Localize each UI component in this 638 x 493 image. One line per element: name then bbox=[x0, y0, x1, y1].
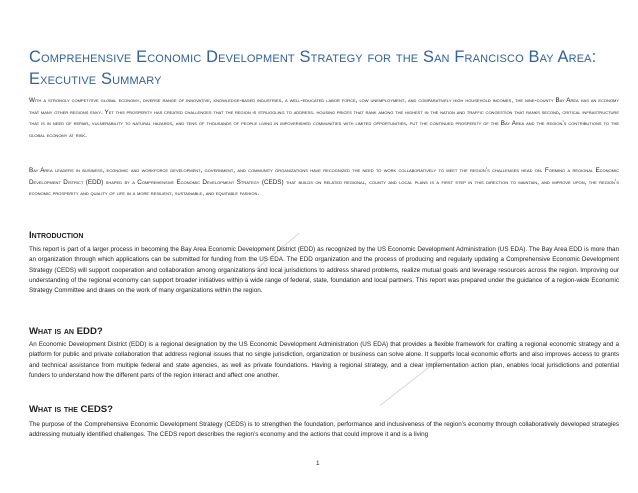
section-heading-introduction: Introduction bbox=[29, 230, 84, 241]
summary-paragraph: With a strongly competitive global economy, diverse range of innovative, knowledge-based industries, a well-educated labor force, low unemployment, and comparatively high household incomes, the nine-county Bay Area has an economy that many other regions envy. Yet this prosperity has created challenges that the region is struggling to address. housing prices that rank among the highest in the nation and traffic congestion that ranks second, critical infrastructure that is in need of repair, vulnerability to natural hazards, and tens of thousands of people living in impoverished communities with limited opportunities, put the continued prosperity of the Bay Area and the region’s contributions to the global economy at risk. bbox=[29, 97, 619, 139]
page-number: 1 bbox=[316, 460, 320, 467]
introduction-text: This report is part of a larger process in becoming the Bay Area Economic Development District (EDD) as recognized by the US Economic Development Administration (US EDA). The Bay Area EDD is more than an organization through which applications can be submitted for funding from the US EDA. The EDD organization and the process of producing and regularly updating a Comprehensive Economic Development Strategy (CEDS) will support cooperation and collaboration among organizations and local jurisdictions to address shared problems, realize mutual goals and leverage resources across the region. Improving our understanding of the regional economy can support broader initiatives within a wide range of federal, state, foundation and local partners. This report was prepared under the guidance of a region-wide Economic Strategy Committee and draws on the work of many organizations within the region. bbox=[29, 246, 619, 295]
summary-paragraph: Bay Area leaders in business, economic and workforce development, government, and community organizations have recognized the need to work collaboratively to meet the region’s challenges head on. Forming a regional Economic Development District (EDD) shaped by a Comprehensive Economic Development Strategy (CEDS) that builds on related regional, county and local plans is a first step in this direction to maintain, and improve upon, the region’s economic prosperity and quality of life in a more resilient, sustainable, and equitable fashion. bbox=[29, 167, 619, 198]
section-heading-edd: What is an EDD? bbox=[29, 326, 103, 337]
ceds-text: The purpose of the Comprehensive Economic Development Strategy (CEDS) is to strengthen the foundation, performance and inclusiveness of the region’s economy through collaboratively developed strategies addressing mutually identified challenges. The CEDS report describes the region’s economy and the actions that could improve it and is a living bbox=[29, 421, 619, 439]
edd-text: An Economic Development District (EDD) is a regional designation by the US Economic Development Administration (US EDA) that provides a flexible framework for crafting a regional economic strategy and a platform for public and private collaboration that address regional issues that no single jurisdiction, organization or business can solve alone. It supports local economic efforts and also improves access to grants and technical assistance from multiple federal and state agencies, as well as private foundations. Having a regional strategy, and a clear implementation action plan, enables local jurisdictions and potential funders to understand how the different parts of the region interact and affect one another. bbox=[29, 341, 619, 379]
page-title: Comprehensive Economic Development Strategy for the San Francisco Bay Area: Executive Summary bbox=[29, 48, 597, 88]
section-heading-ceds: What is the CEDS? bbox=[29, 404, 114, 415]
